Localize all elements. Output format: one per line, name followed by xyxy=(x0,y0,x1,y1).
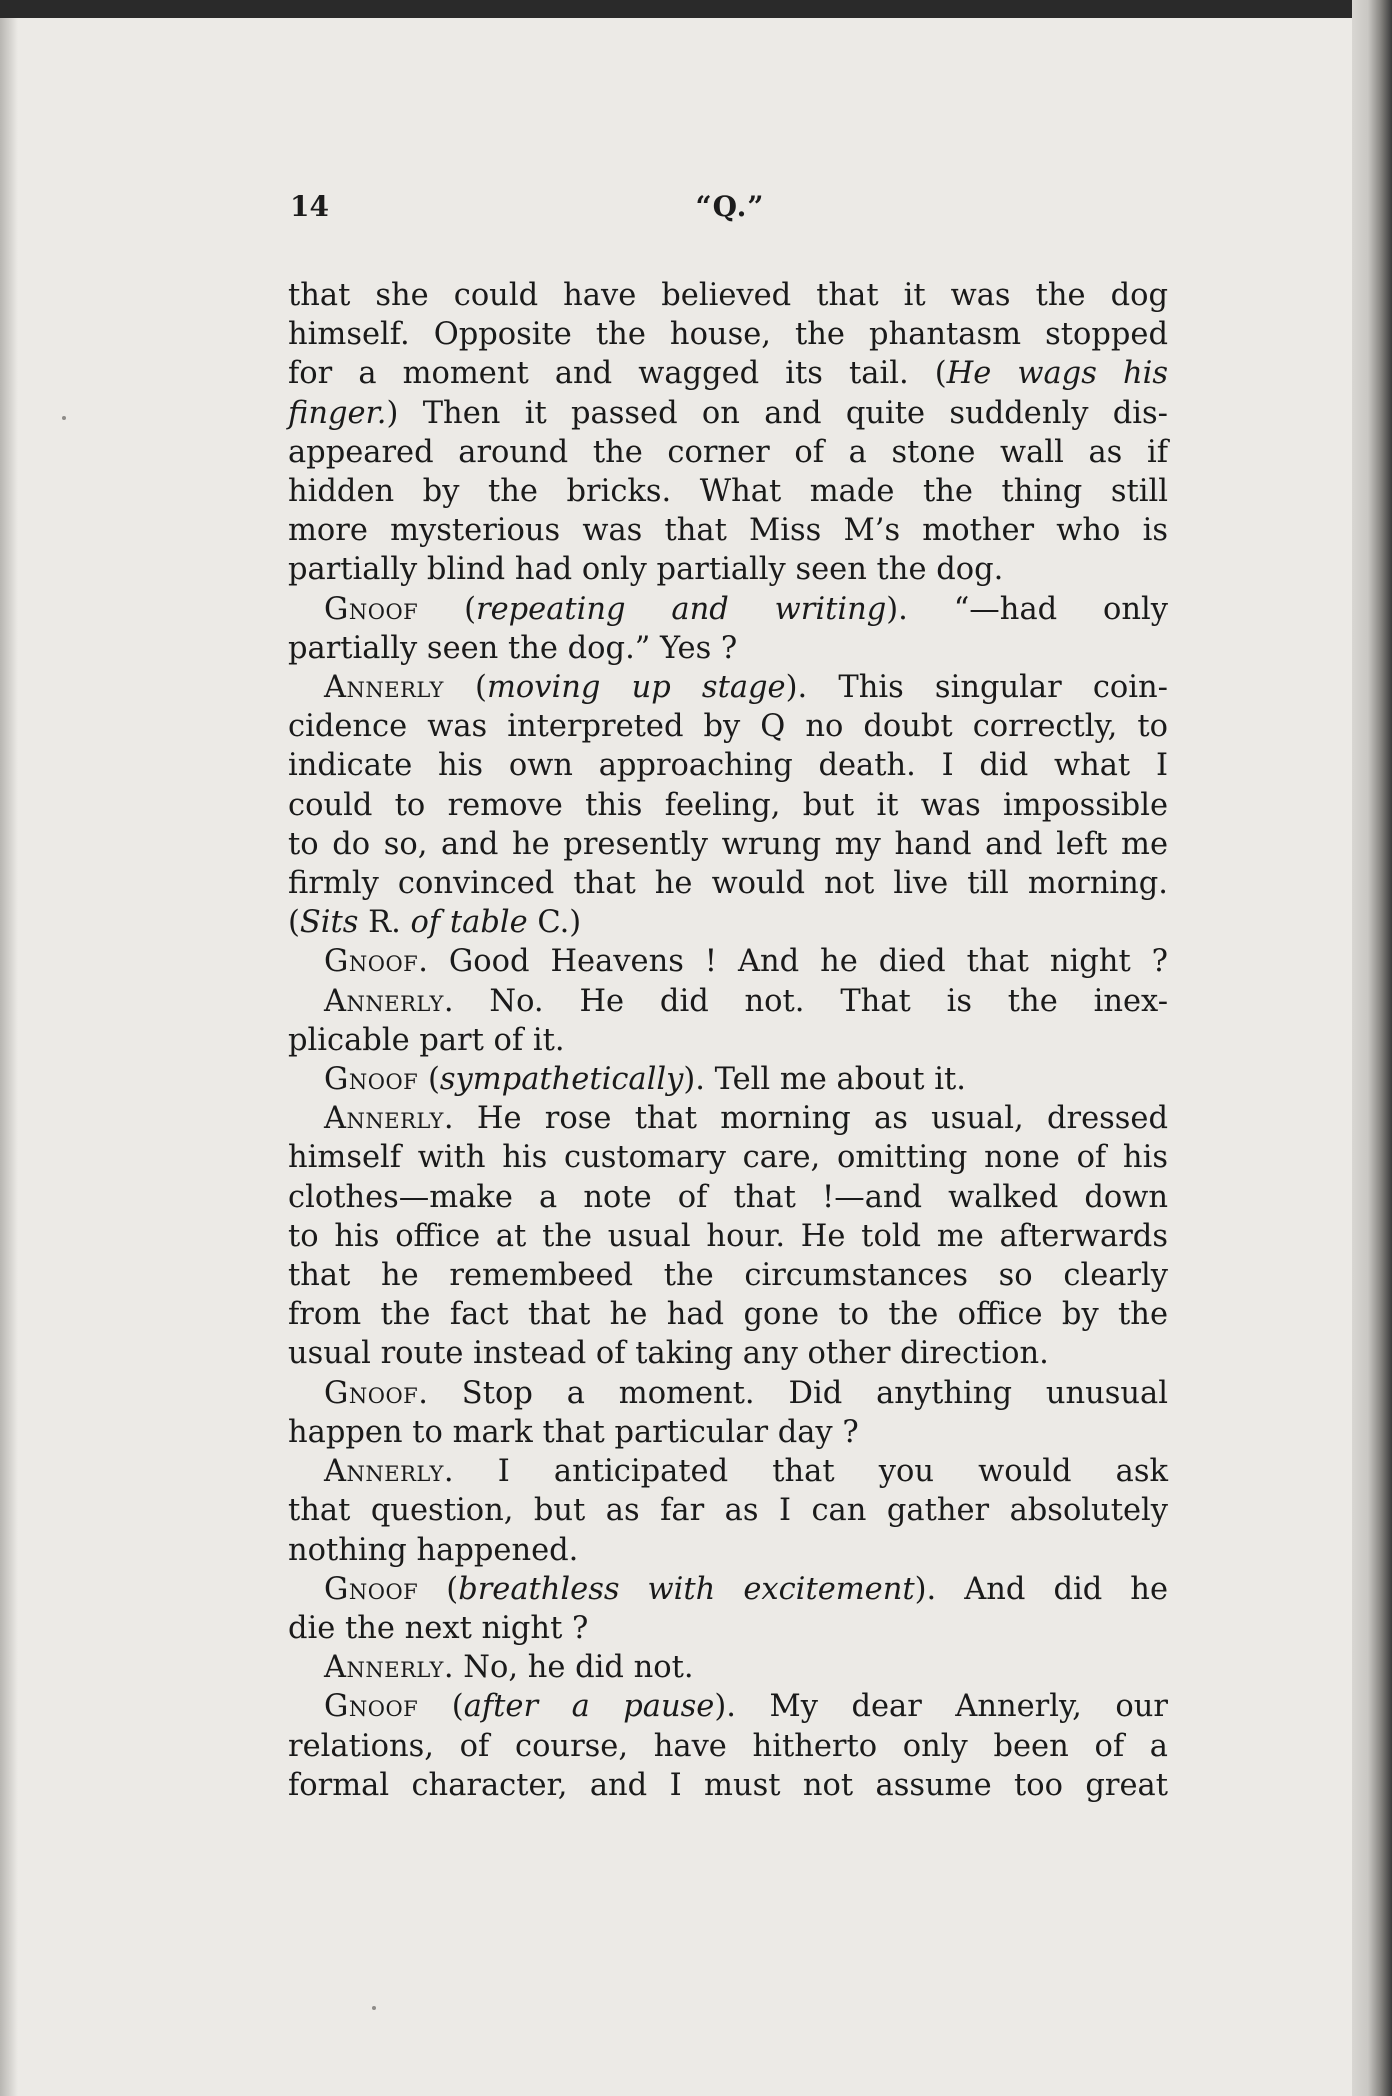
text-line xyxy=(288,1531,1168,1570)
text-run: more mysterious was that Miss M’s mother who is xyxy=(288,513,1168,549)
text-run: ( xyxy=(443,670,487,706)
text-run: die the next night ? xyxy=(288,1610,589,1646)
text-run: that he remembeed the circumstances so clearly xyxy=(288,1258,1168,1294)
speaker-name: Annerly xyxy=(324,1101,444,1137)
text-run: himself. Opposite the house, the phantasm stopped xyxy=(288,317,1168,353)
stage-direction: finger. xyxy=(288,395,387,431)
text-line xyxy=(288,1021,1168,1060)
text-run: for a moment and wagged its tail. ( xyxy=(288,356,947,392)
text-line xyxy=(288,1217,1168,1256)
text-run: ). This singular coin- xyxy=(785,670,1168,706)
text-run: from the fact that he had gone to the office by the xyxy=(288,1297,1168,1333)
text-run: ). “—had only xyxy=(886,591,1168,627)
text-line xyxy=(288,1413,1168,1452)
text-line xyxy=(288,1374,1168,1413)
text-run: cidence was interpreted by Q no doubt correctly, to xyxy=(288,709,1168,745)
text-run: plicable part of it. xyxy=(288,1022,565,1058)
text-run: . Good Heavens ! And he died that night ? xyxy=(418,944,1168,980)
text-line xyxy=(288,1334,1168,1373)
text-line xyxy=(288,1648,1168,1687)
text-line xyxy=(288,315,1168,354)
text-line xyxy=(288,668,1168,707)
text-run: that question, but as far as I can gather absolutely xyxy=(288,1493,1168,1529)
stage-direction: after a pause xyxy=(463,1689,715,1725)
speaker-name: Annerly xyxy=(324,670,444,706)
text-line xyxy=(288,1727,1168,1766)
speaker-name: Annerly xyxy=(324,1454,444,1490)
text-line xyxy=(288,629,1168,668)
text-run: usual route instead of taking any other direction. xyxy=(288,1336,1049,1372)
text-run: ) Then it passed on and quite suddenly dis- xyxy=(386,395,1168,431)
text-run: that she could have believed that it was the dog xyxy=(288,278,1168,313)
text-line xyxy=(288,1609,1168,1648)
stage-direction: of table xyxy=(410,905,528,941)
text-line xyxy=(288,903,1168,942)
text-line xyxy=(288,942,1168,981)
text-run: ( xyxy=(418,1689,464,1725)
page-number: 14 xyxy=(290,190,329,223)
text-line xyxy=(288,433,1168,472)
text-line xyxy=(288,707,1168,746)
text-run: R. xyxy=(358,905,411,941)
speaker-name: Annerly xyxy=(324,983,444,1019)
text-run: . No, he did not. xyxy=(443,1650,694,1686)
body-text xyxy=(288,276,1168,1805)
text-line xyxy=(288,1570,1168,1609)
text-line xyxy=(288,1138,1168,1177)
page-header xyxy=(290,190,1170,230)
text-line xyxy=(288,1060,1168,1099)
text-line xyxy=(288,550,1168,589)
text-line xyxy=(288,1766,1168,1805)
text-run: . Stop a moment. Did anything unusual xyxy=(418,1375,1168,1411)
text-run: . He rose that morning as usual, dressed xyxy=(443,1101,1168,1137)
speaker-name: Annerly xyxy=(324,1650,444,1686)
text-run: formal character, and I must not assume too great xyxy=(288,1767,1168,1803)
speaker-name: Gnoof xyxy=(324,1062,419,1098)
text-run: hidden by the bricks. What made the thing still xyxy=(288,474,1168,510)
text-line xyxy=(288,276,1168,315)
gutter-shadow xyxy=(0,18,18,2096)
book-page xyxy=(0,18,1352,2096)
text-run: C.) xyxy=(527,905,582,941)
text-line xyxy=(288,825,1168,864)
text-run: ). Tell me about it. xyxy=(683,1062,966,1098)
text-run: relations, of course, have hitherto only been of a xyxy=(288,1728,1168,1764)
stage-direction: repeating and writing xyxy=(476,591,887,627)
text-line xyxy=(288,1452,1168,1491)
text-run: ( xyxy=(288,905,300,941)
text-line xyxy=(288,864,1168,903)
text-run: to do so, and he presently wrung my hand and left me xyxy=(288,826,1168,862)
text-line xyxy=(288,590,1168,629)
stage-direction: moving up stage xyxy=(486,670,786,706)
text-run: clothes—make a note of that !—and walked down xyxy=(288,1179,1168,1215)
speaker-name: Gnoof xyxy=(324,1375,419,1411)
paper-speck xyxy=(372,2006,376,2010)
stage-direction: sympathetically xyxy=(439,1062,684,1098)
text-line xyxy=(288,511,1168,550)
text-line xyxy=(288,354,1168,393)
running-head: “Q.” xyxy=(695,190,765,223)
text-run: ). My dear Annerly, our xyxy=(714,1689,1168,1725)
text-run: could to remove this feeling, but it was impossible xyxy=(288,787,1168,823)
text-run: happen to mark that particular day ? xyxy=(288,1414,859,1450)
text-run: nothing happened. xyxy=(288,1532,579,1568)
text-line xyxy=(288,1491,1168,1530)
text-line xyxy=(288,746,1168,785)
speaker-name: Gnoof xyxy=(324,591,419,627)
text-run: to his office at the usual hour. He told me afterwards xyxy=(288,1218,1168,1254)
paper-speck xyxy=(62,416,66,420)
text-run: himself with his customary care, omitting none of his xyxy=(288,1140,1168,1176)
text-line xyxy=(288,786,1168,825)
page-edge xyxy=(1352,0,1392,2096)
text-line xyxy=(288,982,1168,1021)
text-run: appeared around the corner of a stone wall as if xyxy=(288,434,1168,470)
text-run: ( xyxy=(418,591,477,627)
speaker-name: Gnoof xyxy=(324,1689,419,1725)
text-run: partially seen the dog.” Yes ? xyxy=(288,630,738,666)
speaker-name: Gnoof xyxy=(324,944,419,980)
text-run: indicate his own approaching death. I did what I xyxy=(288,748,1168,784)
stage-direction: breathless with excitement xyxy=(458,1571,915,1607)
text-run: . No. He did not. That is the inex- xyxy=(443,983,1168,1019)
text-line xyxy=(288,1099,1168,1138)
text-run: partially blind had only partially seen the dog. xyxy=(288,552,1004,588)
text-line xyxy=(288,1178,1168,1217)
stage-direction: Sits xyxy=(299,905,359,941)
text-run: firmly convinced that he would not live till morning. xyxy=(288,866,1168,902)
text-run: . I anticipated that you would ask xyxy=(443,1454,1168,1490)
stage-direction: He wags his xyxy=(946,356,1168,392)
text-line xyxy=(288,1687,1168,1726)
text-line xyxy=(288,1295,1168,1334)
text-line xyxy=(288,394,1168,433)
text-line xyxy=(288,472,1168,511)
text-run: ( xyxy=(418,1571,459,1607)
text-run: ). And did he xyxy=(914,1571,1168,1607)
speaker-name: Gnoof xyxy=(324,1571,419,1607)
text-run: ( xyxy=(418,1062,440,1098)
text-line xyxy=(288,1256,1168,1295)
